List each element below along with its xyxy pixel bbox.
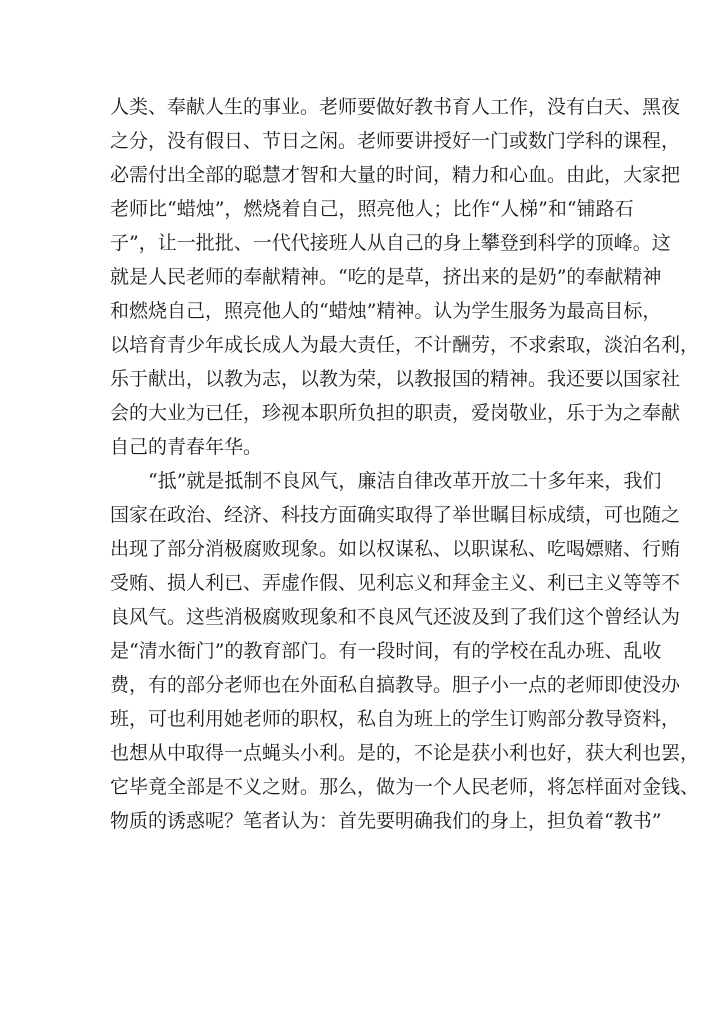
text-line: 是“清水衙门”的教育部门。有一段时间，有的学校在乱办班、乱收 (110, 640, 662, 662)
text-line: 老师比“蜡烛”，燃烧着自己，照亮他人；比作“人梯”和“铺路石 (110, 198, 634, 220)
text-line: 就是人民老师的奉献精神。“吃的是草，挤出来的是奶”的奉献精神 (110, 266, 662, 288)
text-line: 也想从中取得一点蝇头小利。是的，不论是获小利也好，获大利也罢， (110, 742, 700, 764)
text-line: 受贿、损人利已、弄虚作假、见利忘义和拜金主义、利已主义等等不 (110, 572, 681, 594)
document-body (110, 90, 700, 838)
text-line: 以培育青少年成长成人为最大责任，不计酬劳，不求索取，淡泊名利， (110, 334, 700, 356)
text-line: 班，可也利用她老师的职权，私自为班上的学生订购部分教导资料， (110, 708, 681, 730)
text-line: 子”，让一批批、一代代接班人从自己的身上攀登到科学的顶峰。这 (110, 232, 671, 254)
text-line: 必需付出全部的聪慧才智和大量的时间，精力和心血。由此，大家把 (110, 164, 681, 186)
text-line: 会的大业为已任，珍视本职所负担的职责，爱岗敬业，乐于为之奉献 (110, 402, 681, 424)
text-line: 乐于献出，以教为志，以教为荣，以教报国的精神。我还要以国家社 (110, 368, 681, 390)
text-line: 出现了部分消极腐败现象。如以权谋私、以职谋私、吃喝嫖赌、行贿 (110, 538, 681, 560)
text-line: 自己的青春年华。 (110, 436, 263, 458)
text-line: 国家在政治、经济、科技方面确实取得了举世瞩目标成绩，可也随之 (110, 504, 681, 526)
text-line: 良风气。这些消极腐败现象和不良风气还波及到了我们这个曾经认为 (110, 606, 681, 628)
text-line: 它毕竟全部是不义之财。那么，做为一个人民老师，将怎样面对金钱、 (110, 776, 700, 798)
text-line: 物质的诱惑呢？笔者认为：首先要明确我们的身上，担负着“教书” (110, 810, 662, 832)
text-line: 之分，没有假日、节日之闲。老师要讲授好一门或数门学科的课程， (110, 130, 681, 152)
text-line: “抵”就是抵制不良风气，廉洁自律改革开放二十多年来，我们 (148, 470, 662, 492)
text-line: 和燃烧自己，照亮他人的“蜡烛”精神。认为学生服务为最高目标， (110, 300, 662, 322)
text-line: 费，有的部分老师也在外面私自搞教导。胆子小一点的老师即使没办 (110, 674, 681, 696)
text-line: 人类、奉献人生的事业。老师要做好教书育人工作，没有白天、黑夜 (110, 96, 681, 118)
